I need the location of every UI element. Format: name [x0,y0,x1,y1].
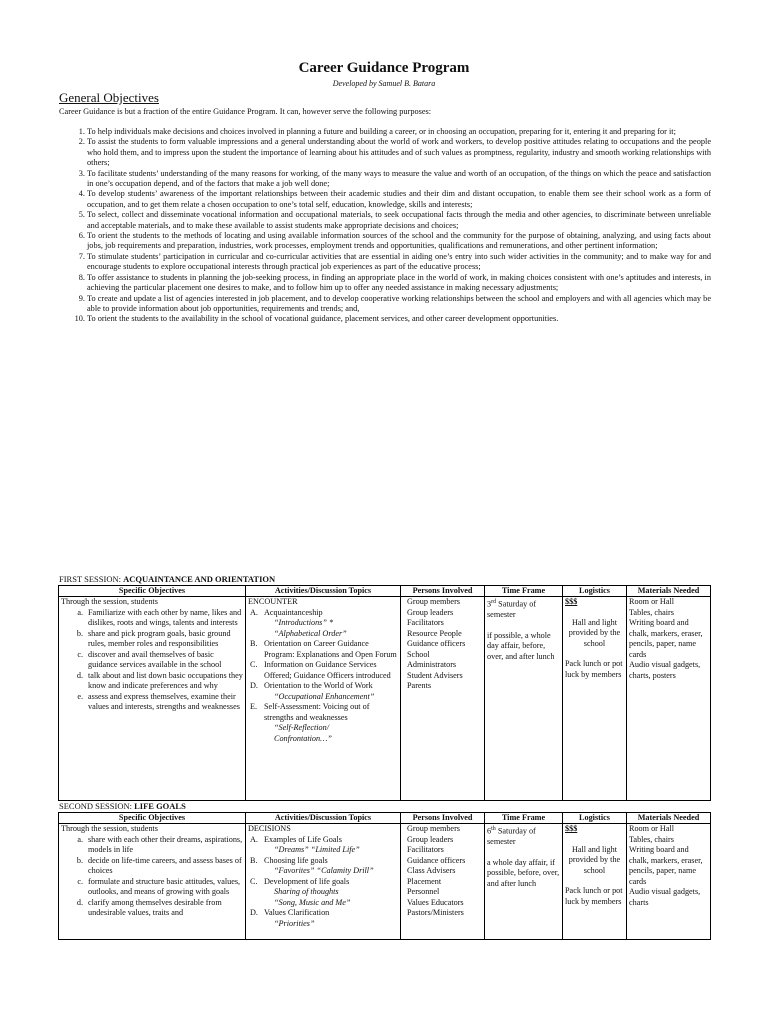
item-text: share and pick program goals, basic ground rules, member roles and responsibilities [88,628,231,648]
col-header-activities: Activities/Discussion Topics [246,586,401,597]
material-entry: Writing board and chalk, markers, eraser, pencils, paper, name cards [629,845,703,886]
material-entry: Room or Hall [629,824,675,833]
item-text: Examples of Life Goals [264,834,342,844]
session-2-table [58,812,711,940]
list-item [59,127,711,137]
material-entry: Writing board and chalk, markers, eraser, pencils, paper, name cards [629,618,703,659]
item-marker: C. [250,660,258,669]
material-entry: Tables, chairs [629,834,674,844]
item-number: 4. [78,189,85,199]
activity-example: Confrontation…” [274,733,332,743]
person-entry: Class Advisers [407,866,456,875]
item-text: share with each other their dreams, aspirations, models in life [88,834,243,854]
item-number: 3. [78,168,85,178]
person-entry: Pastors/Ministers [407,908,464,917]
person-entry: Guidance officers [407,855,466,865]
col-header-objectives: Specific Objectives [59,586,246,597]
activities-items [248,835,398,930]
list-item [59,137,711,168]
table-header-row [59,586,711,597]
list-item [248,908,398,929]
item-marker: e. [77,691,83,701]
document-title: Career Guidance Program [298,60,470,76]
logistics-cell: $$$ Hall and light provided by the school Pack lunch or pot luck by members [563,597,627,801]
activity-example: “Alphabetical Order” [274,628,347,638]
time-cell: 6th Saturday of semester a whole day affair, if possible, before, over, and after lunch [485,824,563,940]
list-item [248,877,398,909]
list-item [248,856,398,877]
logistics-cell: $$$ Hall and light provided by the school Pack lunch or pot luck by members [563,824,627,940]
col-header-materials: Materials Needed [627,813,711,824]
activities-cell: ENCOUNTER A. Acquaintanceship “Introductions” * “Alphabetical Order” B. Orientation on Career Guidance Program: Explanations and Open Forum C. Information on Guidance Services Offered; Guidance Officers introduced D. Orientation to the World of Work “Occupational Enhancement” E. Self-Assessment: Voicing out of strengths and weaknesses “Self-Reflection/ Confrontation…” [246,597,401,801]
item-marker: b. [76,628,83,638]
persons-cell [401,597,485,801]
item-text: clarify among themselves desirable from undesirable values, traits and [88,897,222,917]
person-entry: Guidance officers [407,639,466,648]
time-cell: 3rd Saturday of semester if possible, a whole day affair, before, over, and after lunch [485,597,563,801]
col-header-materials: Materials Needed [627,586,711,597]
list-item [61,671,243,692]
person-entry: Resource People [407,628,462,638]
person-entry: Placement [407,876,442,886]
list-item [61,650,243,671]
person-entry: Facilitators [407,618,444,627]
table-row [59,824,711,940]
material-entry: Tables, chairs [629,607,674,617]
item-text: Familiarize with each other by name, likes and dislikes, roots and wings, talents and interests [88,607,242,627]
item-marker: E. [250,702,258,711]
activity-example: “Favorites” “Calamity Drill” [274,866,374,875]
item-marker: A. [250,834,258,844]
person-entry: Group members [407,824,460,833]
person-entry: School [407,649,430,659]
col-header-objectives: Specific Objectives [59,813,246,824]
materials-cell [627,824,711,940]
list-item [59,169,711,190]
item-number: 6. [78,231,85,241]
activity-example: “Song, Music and Me” [274,897,351,907]
list-item [61,877,243,898]
item-number: 2. [78,137,85,147]
item-number: 1. [78,127,85,136]
item-text: To develop students’ awareness of the important relationships between their academic studies and their dim and distant occupation, to enable them see their school work as a form of occupation, and to get them relate a chosen occupation to one’s total self, education, knowledge, skills and interests; [87,189,711,209]
item-number: 9. [78,293,85,303]
item-marker: a. [77,607,83,617]
item-marker: D. [250,908,258,917]
objectives-items [61,608,243,713]
person-entry: Facilitators [407,845,444,854]
item-number: 8. [78,272,85,282]
list-item [61,898,243,919]
person-entry: Personnel [407,887,440,896]
person-entry: Parents [407,681,432,690]
person-entry: Group leaders [407,834,454,844]
item-marker: d. [76,670,83,680]
item-text: Information on Guidance Services Offered; Guidance Officers introduced [264,660,391,680]
item-marker: b. [76,855,83,865]
materials-cell [627,597,711,801]
activity-example: “Dreams” “Limited Life” [274,845,360,854]
item-number: 5. [78,210,85,220]
item-text: To facilitate students’ understanding of the many reasons for working, of the many ways to measure the value and worth of an occupation, of the things on which the peace and satisfaction in one’s occupation depend, and of the factors that make a job well done; [87,168,711,189]
activity-example: “Occupational Enhancement” [274,691,375,701]
item-marker: D. [250,681,258,690]
item-text: Values Clarification [264,908,330,917]
list-item [61,629,243,650]
activity-example: “Self-Reflection/ [274,723,330,732]
item-text: assess and express themselves, examine their values and interests, strengths and weaknesses [88,691,240,711]
table-row [59,597,711,801]
session-1-title: FIRST SESSION: ACQUAINTANCE AND ORIENTATION [59,574,276,584]
list-item [248,702,398,744]
list-item [59,231,711,252]
item-text: formulate and structure basic attitudes, values, outlooks, and means of growing with goals [88,876,241,896]
objectives-cell: Through the session, students a. Familiarize with each other by name, likes and dislikes, roots and wings, talents and interests b. share and pick program goals, basic ground rules, member roles and responsibilities c. discover and avail themselves of basic guidance services available in the school d. talk about and list down basic occupations they know and indicate preferences and why e. assess and express themselves, examine their values and interests, strengths and weaknesses [59,597,246,801]
item-text: Acquaintanceship [264,607,323,617]
session-2-title: SECOND SESSION: LIFE GOALS [59,801,186,811]
item-marker: d. [76,897,83,907]
persons-cell [401,824,485,940]
material-entry: Audio visual gadgets, charts [629,887,701,907]
session-1-table [58,585,711,801]
activities-cell: DECISIONS A. Examples of Life Goals “Dreams” “Limited Life” B. Choosing life goals “Favorites” “Calamity Drill” C. Development of life goals Sharing of thoughts “Song, Music and Me” D. Values Clarification “Priorities” [246,824,401,940]
item-text: To orient the students to the methods of locating and using available information sources of the school and the community for the purpose of obtaining, analyzing, and using facts about jobs, job requirements and preparation, industries, work processes, employment trends and opportunities, qualifications and remunerations, and other pertinent information; [87,231,711,251]
item-marker: B. [250,639,258,648]
item-text: Self-Assessment: Voicing out of strengths and weaknesses [264,702,370,722]
person-entry: Group members [407,597,460,606]
item-text: To offer assistance to students in planning the job-seeking process, in finding an appropriate place in the world of work, in making choices consistent with one’s aptitudes and interests, in achieving the particular placement one desires to make, and to follow him up to offer any needed assistance in making necessary adjustments; [87,272,711,293]
objectives-cell: Through the session, students a. share with each other their dreams, aspirations, models in life b. decide on life-time careers, and assess bases of choices c. formulate and structure basic attitudes, values, outlooks, and means of growing with goals d. clarify among themselves desirable from undesirable values, traits and [59,824,246,940]
item-marker: A. [250,607,258,617]
item-marker: c. [77,876,83,886]
item-text: To select, collect and disseminate vocational information and occupational materials, to seek occupational facts through the media and other agencies, to discriminate between unreliable and acceptable materials, and to make these available to assist students make appropriate decisions and choices; [87,210,711,230]
list-item [59,294,711,315]
item-number: 10. [74,314,85,324]
person-entry: Group leaders [407,607,454,617]
document-subtitle: Developed by Samuel B. Batara [332,79,436,88]
col-header-time: Time Frame [485,813,563,824]
col-header-persons: Persons Involved [401,586,485,597]
activity-example: “Introductions” * [274,618,334,627]
item-text: To create and update a list of agencies interested in job placement, and to develop cooperative working relationships between the school and employers and with all agencies which may be able to provide information about job opportunities, requirements and trends; and, [87,293,711,313]
list-item [61,835,243,856]
person-entry: Administrators [407,660,457,669]
person-entry: Student Advisers [407,670,463,680]
objectives-items [61,835,243,919]
list-item [248,660,398,681]
item-text: Development of life goals [264,876,350,886]
list-item [59,273,711,294]
material-entry: Audio visual gadgets, charts, posters [629,660,701,680]
item-marker: a. [77,834,83,844]
list-item [59,210,711,231]
item-text: To help individuals make decisions and choices involved in planning a future and building a career, or in choosing an occupation, preparing for it, entering it and preparing for it; [87,127,676,136]
activity-example: “Priorities” [274,918,315,928]
list-item [248,835,398,856]
item-number: 7. [78,251,85,261]
list-item [248,608,398,640]
list-item [61,856,243,877]
item-text: Orientation to the World of Work [264,681,373,690]
activities-items [248,608,398,745]
intro-paragraph: Career Guidance is but a fraction of the entire Guidance Program. It can, however serve the following purposes: [59,107,432,116]
list-item [61,692,243,713]
item-text: To assist the students to form valuable impressions and a general understanding about the world of work and workers, to develop positive attitudes relating to occupations and the people who hold them, and to impress upon the student the importance of learning about his attitudes and of such values as promptness, regularity, industry and smooth working relationships with others; [87,137,711,168]
list-item [61,608,243,629]
list-item [59,189,711,210]
activity-example: Sharing of thoughts [274,887,339,896]
item-text: Choosing life goals [264,855,328,865]
list-item [59,252,711,273]
item-text: discover and avail themselves of basic guidance services available in the school [88,649,222,669]
item-text: Orientation on Career Guidance Program: Explanations and Open Forum [264,639,397,659]
item-text: To orient the students to the availability in the school of vocational guidance, placement services, and other career development opportunities. [87,314,559,324]
objectives-list [59,127,711,325]
col-header-persons: Persons Involved [401,813,485,824]
material-entry: Room or Hall [629,597,675,606]
item-marker: B. [250,855,258,865]
table-header-row [59,813,711,824]
col-header-logistics: Logistics [563,586,627,597]
col-header-time: Time Frame [485,586,563,597]
col-header-logistics: Logistics [563,813,627,824]
person-entry: Values Educators [407,897,464,907]
general-objectives-heading: General Objectives [59,90,159,105]
item-marker: C. [250,876,258,886]
item-text: decide on life-time careers, and assess bases of choices [88,855,242,875]
list-item [59,314,711,324]
item-text: To stimulate students’ participation in curricular and co-curricular activities that are essential in aiding one’s entry into such wider activities in the community; and to make way for and encourage students to explore occupational interests through practical job experiences as part of the educative process; [87,251,711,272]
list-item [248,639,398,660]
list-item [248,681,398,702]
col-header-activities: Activities/Discussion Topics [246,813,401,824]
item-text: talk about and list down basic occupations they know and indicate preferences and why [88,670,243,690]
item-marker: c. [77,649,83,659]
